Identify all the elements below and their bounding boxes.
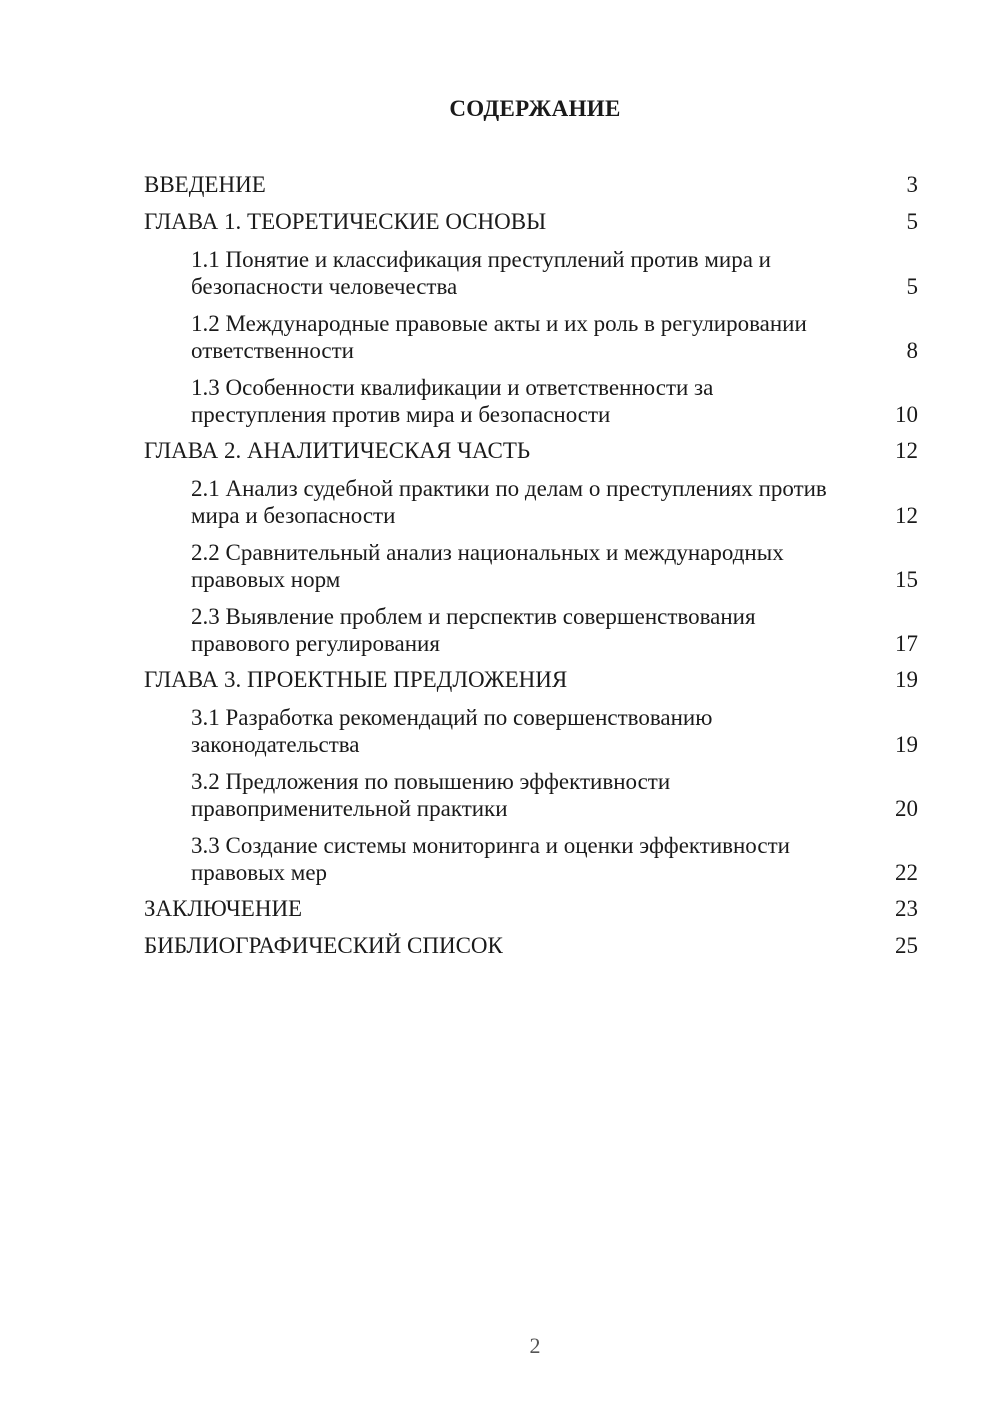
toc-subentry[interactable] [144,826,918,890]
toc-subentry-page: 5 [906,274,918,299]
toc-subentry-page: 12 [895,503,918,528]
toc-entry-text: ВВЕДЕНИЕ [144,172,266,197]
toc-subentry-page: 15 [895,567,918,592]
toc-entry[interactable] [144,203,918,240]
toc-subentry-text: 2.3 Выявление проблем и перспектив совершенствования правового регулирования [191,604,756,656]
toc-entry-text: ЗАКЛЮЧЕНИЕ [144,896,303,921]
toc-entry-page: 12 [895,438,918,463]
toc-subentry-page: 19 [895,732,918,757]
toc-entry-page: 5 [906,209,918,234]
page-title: СОДЕРЖАНИЕ [449,96,621,121]
toc-subentry-text: 3.3 Создание системы мониторинга и оценки эффективности правовых мер [191,833,790,885]
toc-subentry-text: 3.2 Предложения по повышению эффективности правоприменительной практики [191,769,671,821]
toc-subentry-text: 1.3 Особенности квалификации и ответственности за преступления против мира и безопасности [191,375,714,427]
toc-entry-page: 23 [895,896,918,921]
toc-entry[interactable] [144,927,918,964]
toc-entry-text: БИБЛИОГРАФИЧЕСКИЙ СПИСОК [144,933,503,958]
toc-entry-text: ГЛАВА 3. ПРОЕКТНЫЕ ПРЕДЛОЖЕНИЯ [144,667,568,692]
toc-subentry[interactable] [144,597,918,661]
toc-subentry-text: 3.1 Разработка рекомендаций по совершенствованию законодательства [191,705,713,757]
toc-subentry-page: 17 [895,631,918,656]
toc-subentry-text: 2.2 Сравнительный анализ национальных и международных правовых норм [191,540,784,592]
toc-subentry-text: 1.1 Понятие и классификация преступлений против мира и безопасности человечества [191,247,771,299]
table-of-contents [144,166,918,964]
toc-subentry[interactable] [144,469,918,533]
toc-entry[interactable] [144,661,918,698]
toc-entry[interactable] [144,890,918,927]
toc-subentry[interactable] [144,240,918,304]
toc-entry-page: 25 [895,933,918,958]
toc-subentry[interactable] [144,304,918,368]
toc-subentry[interactable] [144,762,918,826]
toc-subentry[interactable] [144,533,918,597]
toc-subentry-page: 22 [895,860,918,885]
toc-entry[interactable] [144,432,918,469]
toc-entry-text: ГЛАВА 2. АНАЛИТИЧЕСКАЯ ЧАСТЬ [144,438,531,463]
page-number: 2 [529,1333,541,1358]
toc-subentry-text: 2.1 Анализ судебной практики по делам о преступлениях против мира и безопасности [191,476,827,528]
toc-entry-page: 19 [895,667,918,692]
toc-subentry-page: 20 [895,796,918,821]
toc-subentry-text: 1.2 Международные правовые акты и их роль в регулировании ответственности [191,311,807,363]
toc-subentry[interactable] [144,698,918,762]
toc-subentry-page: 10 [895,402,918,427]
toc-entry-page: 3 [906,172,918,197]
toc-entry-text: ГЛАВА 1. ТЕОРЕТИЧЕСКИЕ ОСНОВЫ [144,209,547,234]
toc-entry[interactable] [144,166,918,203]
toc-subentry-page: 8 [906,338,918,363]
toc-subentry[interactable] [144,368,918,432]
